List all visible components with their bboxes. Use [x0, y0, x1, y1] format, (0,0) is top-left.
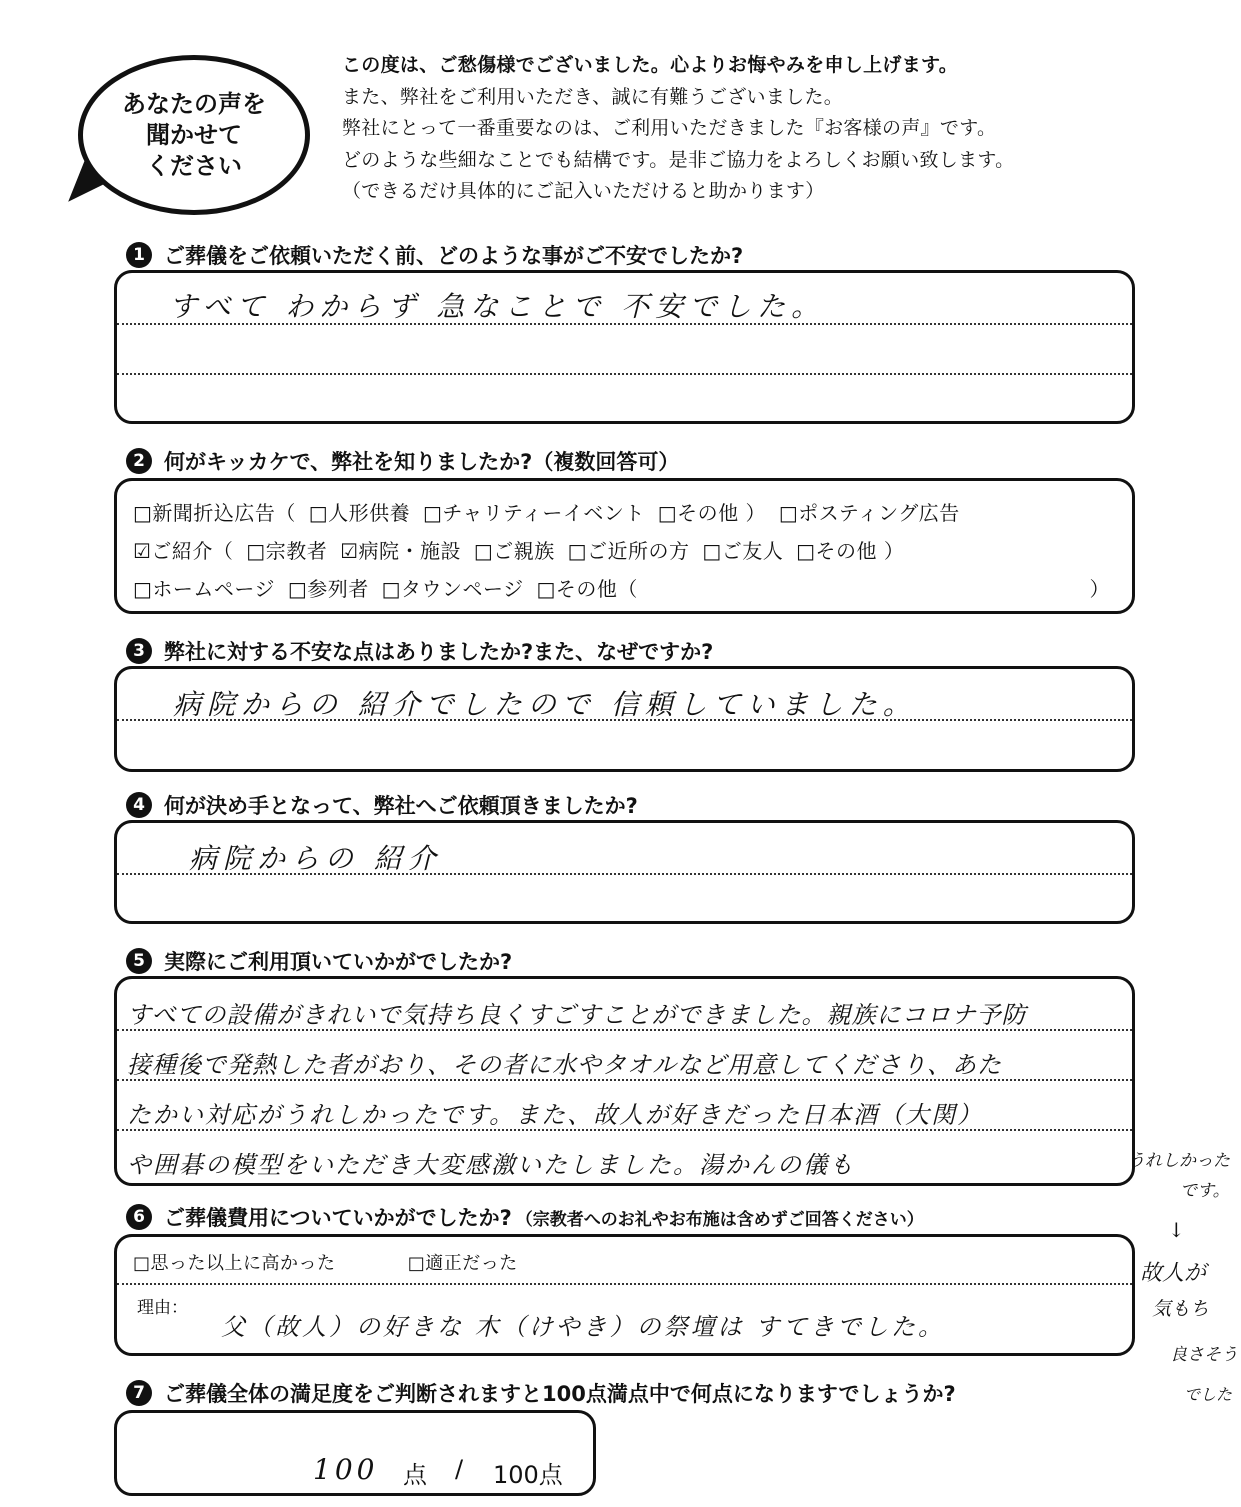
question-text: ご葬儀費用についていかがでしたか? [164, 1206, 512, 1230]
arrow-down-icon: ↓ [1168, 1218, 1185, 1242]
checkbox-relatives[interactable]: □ご親族 [473, 539, 555, 563]
handwritten-side-note: 良さそう [1170, 1345, 1238, 1365]
handwritten-line: や囲碁の模型をいただき大変感激いたしました。湯かんの儀も [127, 1151, 855, 1179]
handwritten-side-note: 気もち [1152, 1298, 1210, 1320]
checkbox-neighbors[interactable]: □ご近所の方 [567, 539, 690, 563]
checkbox-other-3[interactable]: □その他（ [536, 577, 638, 601]
question-text: 実際にご利用頂いていかがでしたか? [164, 950, 513, 974]
other-close-paren: ） [1089, 577, 1110, 601]
bubble-line: あなたの声を [122, 89, 266, 118]
handwritten-answer: 病院からの 紹介でしたので 信頼していました。 [173, 688, 917, 721]
handwritten-score: 100 [313, 1453, 379, 1486]
question-text: 何がキッカケで、弊社を知りましたか?（複数回答可） [164, 450, 680, 474]
options-row-1 [133, 497, 966, 526]
cost-options [133, 1249, 524, 1275]
handwritten-line: 接種後で発熱した者がおり、その者に水やタオルなど用意してくださり、あた [127, 1051, 1002, 1079]
checkbox-referral[interactable]: ☑ご紹介（ [133, 539, 234, 563]
checkbox-attendee[interactable]: □参列者 [287, 577, 369, 601]
intro-line: どのような些細なことでも結構です。是非ご協力をよろしくお願い致します。 [342, 148, 1015, 171]
handwritten-overflow: です。 [1180, 1181, 1230, 1201]
score-separator: / [455, 1455, 464, 1483]
handwritten-answer: すべて わからず 急なことで 不安でした。 [169, 290, 826, 323]
question-4 [126, 790, 638, 820]
question-number-badge: 1 [126, 242, 152, 268]
question-2 [126, 446, 679, 476]
reason-label: 理由： [137, 1298, 188, 1318]
answer-box-3[interactable] [114, 666, 1135, 772]
score-unit: 点 [403, 1461, 427, 1489]
question-7 [126, 1378, 956, 1408]
question-number-badge: 2 [126, 448, 152, 474]
handwritten-line: すべての設備がきれいで気持ち良くすごすことができました。親族にコロナ予防 [127, 1001, 1027, 1029]
question-number-badge: 7 [126, 1380, 152, 1406]
checkbox-posting-ad[interactable]: □ポスティング広告 [778, 501, 960, 525]
question-text: ご葬儀をご依頼いただく前、どのような事がご不安でしたか? [164, 244, 744, 268]
checkbox-appropriate[interactable]: □適正だった [407, 1253, 518, 1274]
question-note: （宗教者へのお礼やお布施は含めずご回答ください） [515, 1209, 924, 1230]
checkbox-too-expensive[interactable]: □思った以上に高かった [133, 1253, 336, 1274]
intro-line: また、弊社をご利用いただき、誠に有難うございました。 [342, 85, 844, 108]
handwritten-side-note: でした [1184, 1385, 1233, 1404]
question-text: 弊社に対する不安な点はありましたか?また、なぜですか? [164, 640, 714, 664]
handwritten-reason: 父（故人）の好きな 木（けやき）の祭壇は すてきでした。 [221, 1313, 945, 1341]
checkbox-doll-memorial[interactable]: □人形供養 [308, 501, 411, 525]
checkbox-charity-event[interactable]: □チャリティーイベント [423, 501, 645, 525]
intro-text [342, 50, 1014, 208]
score-max: 100点 [493, 1461, 563, 1489]
answer-box-5[interactable] [114, 976, 1135, 1186]
answer-box-4[interactable] [114, 820, 1135, 924]
checkbox-townpage[interactable]: □タウンページ [381, 577, 524, 601]
question-number-badge: 4 [126, 792, 152, 818]
score-box[interactable] [114, 1410, 596, 1496]
handwritten-line: たかい対応がうれしかったです。また、故人が好きだった日本酒（大関） [127, 1101, 984, 1129]
question-5 [126, 946, 512, 976]
intro-line: 弊社にとって一番重要なのは、ご利用いただきました『お客様の声』です。 [342, 117, 997, 139]
question-number-badge: 5 [126, 948, 152, 974]
options-row-2 [133, 535, 910, 564]
checkbox-religious[interactable]: □宗教者 [246, 539, 328, 563]
checkbox-other-2[interactable]: □その他 ） [796, 539, 905, 563]
question-text: ご葬儀全体の満足度をご判断されますと100点満点中で何点になりますでしょうか? [164, 1382, 956, 1406]
intro-line: この度は、ご愁傷様でございました。心よりお悔やみを申し上げます。 [342, 54, 959, 76]
question-1 [126, 240, 743, 270]
intro-line: （できるだけ具体的にご記入いただけると助かります） [342, 180, 825, 202]
question-number-badge: 6 [126, 1204, 152, 1230]
checkbox-homepage[interactable]: □ホームページ [133, 577, 275, 601]
checkbox-other-1[interactable]: □その他 ） [657, 501, 766, 525]
bubble-line: ください [146, 151, 242, 180]
question-number-badge: 3 [126, 638, 152, 664]
checkbox-friends[interactable]: □ご友人 [702, 539, 784, 563]
question-3 [126, 636, 713, 666]
question-text: 何が決め手となって、弊社へご依頼頂きましたか? [164, 794, 638, 818]
checkbox-hospital[interactable]: ☑病院・施設 [340, 539, 461, 563]
bubble-line: 聞かせて [146, 120, 242, 149]
handwritten-answer: 病院からの 紹介 [189, 842, 442, 875]
checkbox-newspaper[interactable]: □新聞折込広告（ [133, 501, 296, 525]
speech-bubble [78, 55, 310, 215]
handwritten-overflow: うれしかった [1128, 1151, 1230, 1171]
answer-box-2 [114, 478, 1135, 614]
handwritten-side-note: 故人が [1140, 1261, 1207, 1286]
answer-box-1[interactable] [114, 270, 1135, 424]
answer-box-6 [114, 1234, 1135, 1356]
question-6 [126, 1202, 924, 1232]
options-row-3 [133, 573, 1116, 602]
